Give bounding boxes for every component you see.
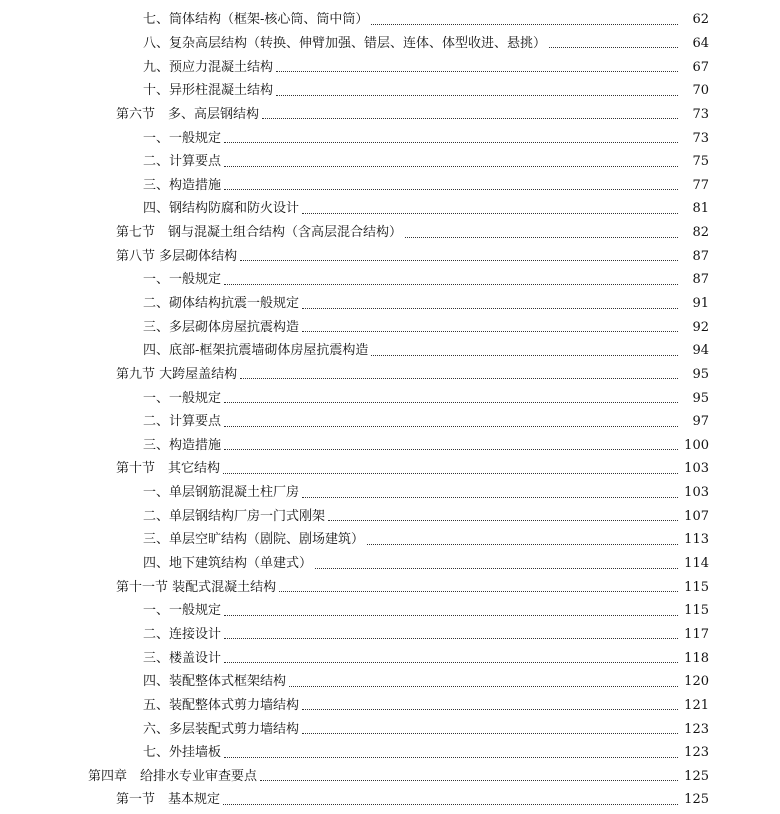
toc-entry-page-number: 115 (684, 579, 709, 595)
toc-entry-item[interactable] (0, 694, 780, 718)
toc-entry-page-number: 107 (684, 508, 709, 524)
toc-entry-title: 第四章 给排水专业审查要点 (88, 768, 258, 784)
toc-entry-page-number: 115 (684, 603, 709, 619)
toc-entry-title: 三、构造措施 (143, 177, 222, 193)
dot-leader (224, 189, 678, 190)
dot-leader (405, 237, 678, 238)
toc-entry-item[interactable] (0, 741, 780, 765)
toc-entry-title: 第七节 钢与混凝土组合结构（含高层混合结构） (116, 225, 403, 241)
toc-entry-page-number: 97 (692, 414, 709, 430)
toc-entry-item[interactable] (0, 79, 780, 103)
toc-entry-page-number: 77 (692, 177, 709, 193)
dot-leader (289, 686, 678, 687)
dot-leader (276, 95, 678, 96)
toc-entry-item[interactable] (0, 386, 780, 410)
toc-entry-title: 三、构造措施 (143, 437, 222, 453)
toc-entry-page-number: 82 (692, 225, 709, 241)
toc-entry-page-number: 81 (692, 201, 709, 217)
toc-entry-page-number: 62 (692, 12, 709, 28)
toc-entry-page-number: 117 (684, 626, 709, 642)
toc-entry-title: 第六节 多、高层钢结构 (116, 106, 260, 122)
dot-leader (223, 473, 678, 474)
toc-entry-title: 十、异形柱混凝土结构 (143, 83, 274, 99)
toc-entry-item[interactable] (0, 410, 780, 434)
dot-leader (549, 47, 678, 48)
dot-leader (224, 426, 678, 427)
toc-entry-item[interactable] (0, 32, 780, 56)
toc-entry-section[interactable] (0, 457, 780, 481)
toc-entry-title: 二、砌体结构抗震一般规定 (143, 296, 300, 311)
dot-leader (302, 213, 678, 214)
toc-entry-section[interactable] (0, 103, 780, 127)
toc-entry-item[interactable] (0, 623, 780, 647)
toc-entry-section[interactable] (0, 363, 780, 387)
toc-entry-page-number: 94 (692, 343, 709, 359)
toc-entry-page-number: 103 (684, 461, 709, 477)
dot-leader (279, 591, 678, 592)
table-of-contents (0, 8, 780, 812)
toc-entry-chapter[interactable] (0, 765, 780, 789)
toc-entry-item[interactable] (0, 126, 780, 150)
toc-entry-page-number: 123 (684, 721, 709, 737)
toc-entry-item[interactable] (0, 670, 780, 694)
toc-entry-page-number: 100 (684, 437, 709, 453)
toc-entry-title: 一、一般规定 (143, 390, 222, 406)
toc-entry-page-number: 73 (692, 130, 709, 146)
toc-entry-title: 四、地下建筑结构（单建式） (143, 556, 313, 572)
toc-entry-title: 八、复杂高层结构（转换、伸臂加强、错层、连体、体型收进、悬挑） (143, 35, 547, 51)
dot-leader (371, 24, 678, 25)
toc-entry-title: 三、楼盖设计 (143, 650, 222, 666)
dot-leader (276, 71, 678, 72)
toc-entry-item[interactable] (0, 504, 780, 528)
toc-entry-page-number: 87 (692, 272, 709, 288)
dot-leader (224, 284, 678, 285)
dot-leader (224, 142, 678, 143)
toc-entry-section[interactable] (0, 221, 780, 245)
toc-entry-title: 七、筒体结构（框架-核心筒、筒中筒） (143, 12, 369, 28)
toc-entry-page-number: 95 (692, 366, 709, 382)
dot-leader (260, 780, 678, 781)
dot-leader (302, 308, 678, 309)
toc-entry-title: 第十一节 装配式混凝土结构 (116, 579, 277, 595)
toc-entry-title: 二、计算要点 (143, 414, 222, 430)
dot-leader (224, 662, 678, 663)
toc-entry-title: 五、装配整体式剪力墙结构 (143, 697, 300, 713)
dot-leader (315, 568, 678, 569)
toc-entry-title: 七、外挂墙板 (143, 745, 222, 761)
toc-entry-page-number: 118 (684, 650, 709, 666)
toc-entry-item[interactable] (0, 339, 780, 363)
toc-entry-item[interactable] (0, 173, 780, 197)
dot-leader (224, 166, 678, 167)
toc-entry-page-number: 75 (692, 154, 709, 170)
toc-entry-page-number: 67 (692, 59, 709, 75)
toc-entry-item[interactable] (0, 434, 780, 458)
toc-entry-page-number: 87 (692, 248, 709, 264)
toc-entry-title: 第八节 多层砌体结构 (116, 248, 238, 264)
dot-leader (224, 615, 678, 616)
toc-entry-page-number: 125 (684, 792, 709, 808)
toc-entry-title: 第九节 大跨屋盖结构 (116, 366, 238, 382)
toc-entry-item[interactable] (0, 646, 780, 670)
toc-entry-title: 第一节 基本规定 (116, 792, 221, 808)
toc-entry-section[interactable] (0, 788, 780, 812)
toc-entry-item[interactable] (0, 717, 780, 741)
toc-entry-item[interactable] (0, 150, 780, 174)
dot-leader (240, 260, 678, 261)
dot-leader (302, 331, 678, 332)
toc-entry-title: 四、装配整体式框架结构 (143, 674, 287, 690)
toc-entry-page-number: 73 (692, 106, 709, 122)
toc-entry-page-number: 64 (692, 35, 709, 51)
dot-leader (224, 402, 678, 403)
toc-entry-page-number: 114 (684, 556, 709, 572)
toc-entry-title: 九、预应力混凝土结构 (143, 59, 274, 75)
toc-entry-section[interactable] (0, 575, 780, 599)
toc-entry-page-number: 120 (684, 674, 709, 690)
toc-entry-title: 第十节 其它结构 (116, 461, 221, 477)
dot-leader (371, 355, 678, 356)
toc-entry-title: 四、底部-框架抗震墙砌体房屋抗震构造 (143, 343, 369, 359)
toc-entry-item[interactable] (0, 292, 780, 316)
toc-entry-item[interactable] (0, 599, 780, 623)
toc-entry-item[interactable] (0, 315, 780, 339)
toc-entry-page-number: 113 (684, 532, 709, 548)
toc-entry-title: 三、多层砌体房屋抗震构造 (143, 319, 300, 335)
toc-entry-page-number: 70 (692, 83, 709, 99)
toc-entry-page-number: 92 (692, 319, 709, 335)
dot-leader (224, 449, 678, 450)
dot-leader (367, 544, 678, 545)
dot-leader (302, 709, 678, 710)
dot-leader (302, 497, 678, 498)
toc-entry-page-number: 121 (684, 697, 709, 713)
dot-leader (262, 118, 678, 119)
toc-entry-title: 三、单层空旷结构（剧院、剧场建筑） (143, 532, 365, 548)
dot-leader (302, 733, 678, 734)
toc-entry-title: 二、单层钢结构厂房一门式刚架 (143, 508, 326, 524)
toc-entry-item[interactable] (0, 8, 780, 32)
toc-entry-item[interactable] (0, 528, 780, 552)
toc-entry-page-number: 123 (684, 745, 709, 761)
toc-entry-page-number: 103 (684, 485, 709, 501)
dot-leader (328, 520, 678, 521)
toc-entry-item[interactable] (0, 552, 780, 576)
toc-entry-item[interactable] (0, 197, 780, 221)
dot-leader (224, 638, 678, 639)
toc-entry-item[interactable] (0, 55, 780, 79)
dot-leader (224, 757, 678, 758)
toc-entry-page-number: 125 (684, 768, 709, 784)
toc-entry-page-number: 91 (692, 296, 709, 311)
toc-entry-title: 六、多层装配式剪力墙结构 (143, 721, 300, 737)
dot-leader (240, 378, 678, 379)
toc-entry-title: 一、一般规定 (143, 603, 222, 619)
toc-entry-title: 一、单层钢筋混凝土柱厂房 (143, 485, 300, 501)
toc-entry-title: 一、一般规定 (143, 130, 222, 146)
toc-entry-title: 四、钢结构防腐和防火设计 (143, 201, 300, 217)
toc-entry-section[interactable] (0, 244, 780, 268)
toc-entry-page-number: 95 (692, 390, 709, 406)
toc-entry-title: 二、计算要点 (143, 154, 222, 170)
toc-entry-item[interactable] (0, 268, 780, 292)
dot-leader (223, 804, 678, 805)
toc-entry-title: 二、连接设计 (143, 626, 222, 642)
toc-entry-title: 一、一般规定 (143, 272, 222, 288)
toc-entry-item[interactable] (0, 481, 780, 505)
